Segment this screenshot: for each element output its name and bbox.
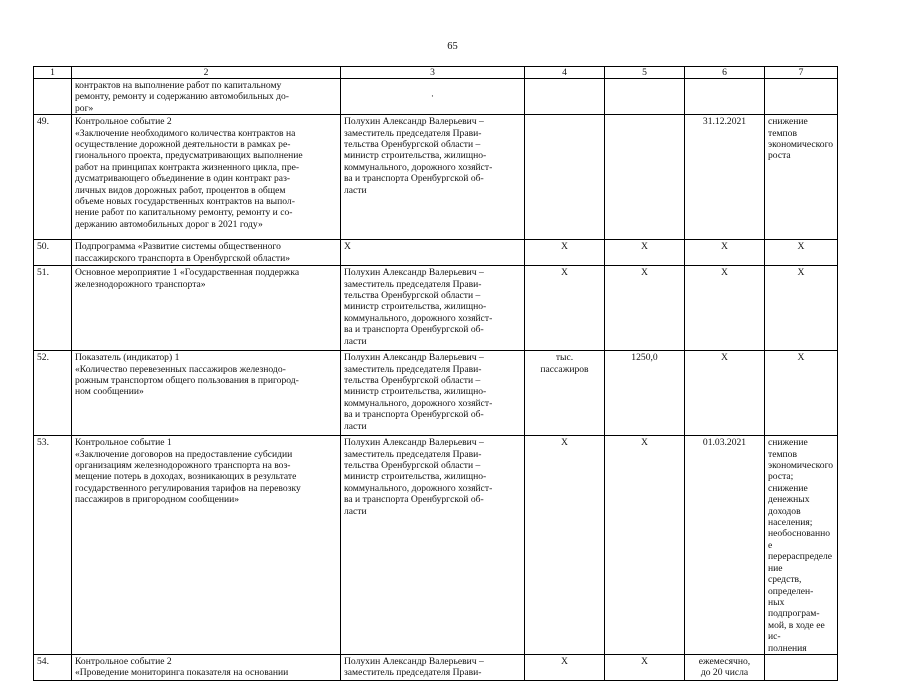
value-cell: X [605,240,685,266]
column-header: 6 [685,67,765,79]
events-table [33,66,838,681]
date-cell: 01.03.2021 [685,436,765,655]
responsible-person: Полухин Александр Валерьевич – заместитель председателя Прави- тельства Оренбургской области – министр строительства, жилищно- коммунального, дорожного хозяйст- ва и транспорта Оренбургской об- ласти [341,351,525,436]
table-row [34,351,838,436]
row-number: 50. [34,240,72,266]
risk-cell: X [765,351,838,436]
column-header: 3 [341,67,525,79]
date-cell: ежемесячно, до 20 числа [685,654,765,680]
risk-cell: снижение темпов экономического роста; снижение денежных доходов населения; необоснованное перераспределение средств, определен- ных подпрограм- мой, в ходе ее ис- полнения [765,436,838,655]
value-cell [605,79,685,115]
risk-cell [765,654,838,680]
unit-cell: X [525,436,605,655]
risk-cell: X [765,266,838,351]
table-row [34,240,838,266]
risk-cell [765,79,838,115]
row-number: 52. [34,351,72,436]
date-cell: X [685,240,765,266]
date-cell [685,79,765,115]
row-number: 51. [34,266,72,351]
date-cell: X [685,351,765,436]
value-cell: X [605,266,685,351]
responsible-person: Полухин Александр Валерьевич – заместитель председателя Прави- [341,654,525,680]
row-number: 49. [34,115,72,240]
date-cell: 31.12.2021 [685,115,765,240]
event-description: Показатель (индикатор) 1 «Количество перевезенных пассажиров железнодо- рожным транспортом общего пользования в пригород- ном сообщении» [72,351,341,436]
unit-cell: X [525,654,605,680]
event-description: контрактов на выполнение работ по капитальному ремонту, ремонту и содержанию автомобильных до- рог» [72,79,341,115]
table-row [34,79,838,115]
table-row [34,654,838,680]
table-row [34,115,838,240]
value-cell: X [605,436,685,655]
unit-cell: X [525,240,605,266]
unit-cell: X [525,266,605,351]
column-header: 7 [765,67,838,79]
column-header: 1 [34,67,72,79]
responsible-person: · [341,79,525,115]
responsible-person: Полухин Александр Валерьевич – заместитель председателя Прави- тельства Оренбургской области – министр строительства, жилищно- коммунального, дорожного хозяйст- ва и транспорта Оренбургской об- ласти [341,436,525,655]
responsible-person: X [341,240,525,266]
risk-cell: X [765,240,838,266]
value-cell [605,115,685,240]
responsible-person: Полухин Александр Валерьевич – заместитель председателя Прави- тельства Оренбургской области – министр строительства, жилищно- коммунального, дорожного хозяйст- ва и транспорта Оренбургской об- ласти [341,266,525,351]
row-number: 54. [34,654,72,680]
column-header: 2 [72,67,341,79]
event-description: Контрольное событие 1 «Заключение договоров на предоставление субсидии организациям железнодорожного транспорта на воз- мещение потерь в доходах, возникающих в результате государственного регулирования тарифов на перевозку пассажиров в пригородном сообщении» [72,436,341,655]
unit-cell: тыс. пассажиров [525,351,605,436]
header-row [34,67,838,79]
value-cell: 1250,0 [605,351,685,436]
table-row [34,266,838,351]
column-header: 4 [525,67,605,79]
value-cell: X [605,654,685,680]
column-header: 5 [605,67,685,79]
table-row [34,436,838,655]
unit-cell [525,115,605,240]
date-cell: X [685,266,765,351]
event-description: Основное мероприятие 1 «Государственная поддержка железнодорожного транспорта» [72,266,341,351]
event-description: Контрольное событие 2 «Проведение мониторинга показателя на основании [72,654,341,680]
row-number [34,79,72,115]
risk-cell: снижение темпов экономического роста [765,115,838,240]
unit-cell [525,79,605,115]
event-description: Подпрограмма «Развитие системы общественного пассажирского транспорта в Оренбургской области» [72,240,341,266]
event-description: Контрольное событие 2 «Заключение необходимого количества контрактов на осуществление дорожной деятельности в рамках ре- гионального проекта, предусматривающих выполнение работ на принципах контракта жизненного цикла, пре- дусматривающего объединение в один контракт раз- личных видов дорожных работ, процентов в общем объеме новых государственных контрактов на выпол- нение работ по капитальному ремонту, ремонту и со- держанию автомобильных дорог в 2021 году» [72,115,341,240]
responsible-person: Полухин Александр Валерьевич – заместитель председателя Прави- тельства Оренбургской области – министр строительства, жилищно- коммунального, дорожного хозяйст- ва и транспорта Оренбургской об- ласти [341,115,525,240]
page-number: 65 [447,41,458,52]
row-number: 53. [34,436,72,655]
